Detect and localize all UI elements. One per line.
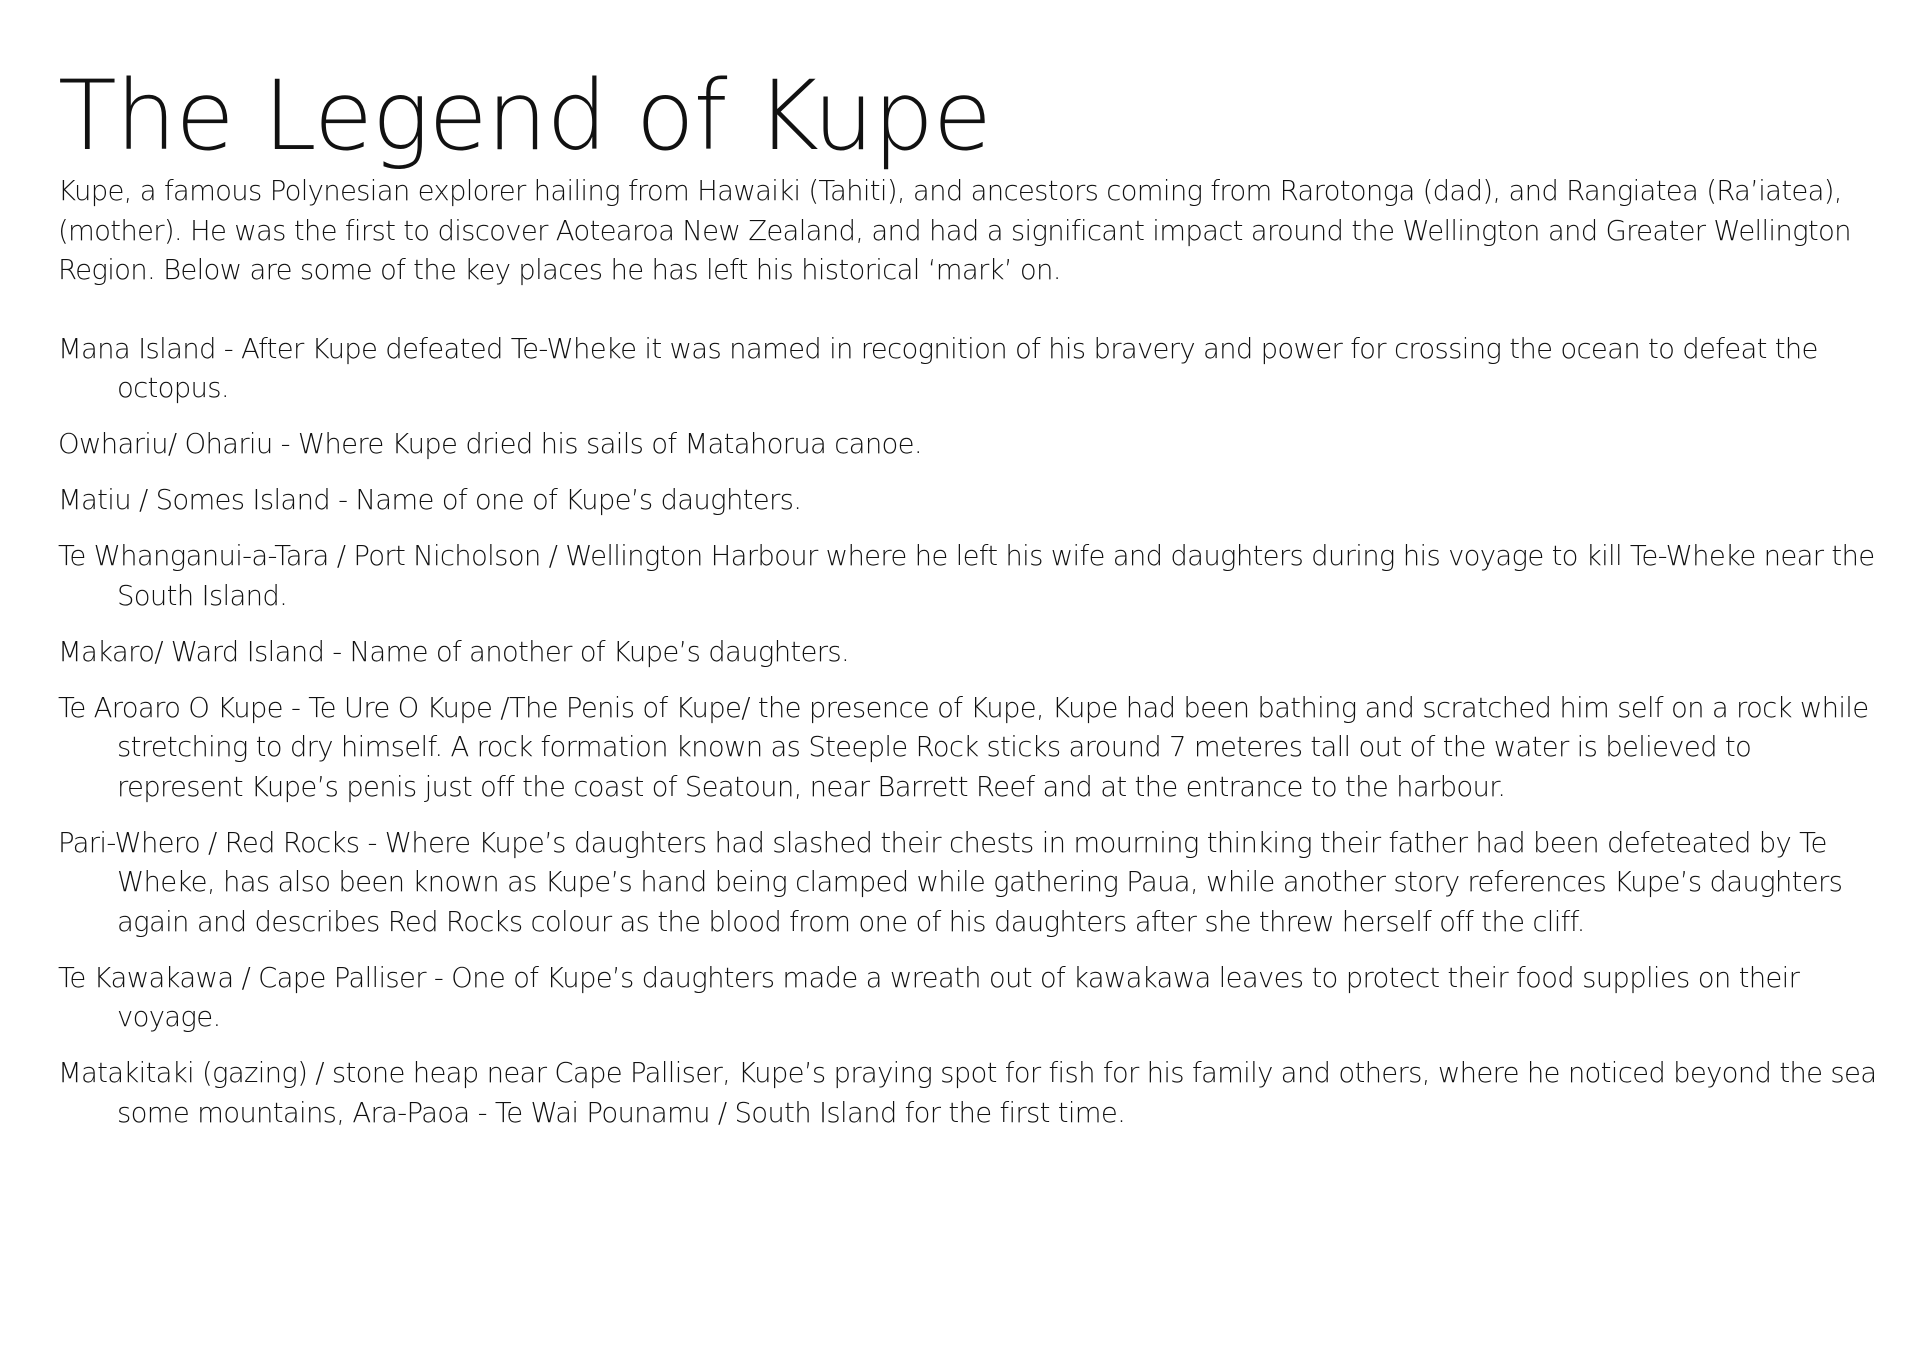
place-te-aroaro-o-kupe: Te Aroaro O Kupe - Te Ure O Kupe /The Penis of Kupe/ the presence of Kupe, Kupe had been bathing and scratched him self on a rock while stretching to dry himself. A rock formation known as Steeple Rock sticks around 7 meteres tall out of the water is believed to represent Kupe’s penis just off the coast of Seatoun, near Barrett Reef and at the entrance to the harbour. [58, 691, 1869, 803]
place-matakitaki: Matakitaki (gazing) / stone heap near Cape Palliser, Kupe’s praying spot for fish for his family and others, where he noticed beyond the sea some mountains, Ara-Paoa - Te Wai Pounamu / South Island for the first time. [58, 1057, 1877, 1129]
place-red-rocks: Pari-Whero / Red Rocks - Where Kupe’s daughters had slashed their chests in mourning thinking their father had been defeteated by Te Wheke, has also been known as Kupe’s hand being clamped while gathering Paua, while another story references Kupe’s daughters again and describes Red Rocks colour as the blood from one of his daughters after she threw herself off the cliff. [58, 826, 1843, 938]
intro-paragraph: Kupe, a famous Polynesian explorer hailing from Hawaiki (Tahiti), and ancestors coming from Rarotonga (dad), and Rangiatea (Ra’iatea), (mother). He was the first to discover Aotearoa New Zealand, and had a significant impact around the Wellington and Greater Wellington Region. Below are some of the key places he has left his historical ‘mark’ on. [58, 175, 1851, 286]
document-page [58, 60, 1878, 1150]
place-cape-palliser: Te Kawakawa / Cape Palliser - One of Kupe’s daughters made a wreath out of kawakawa leaves to protect their food supplies on their voyage. [58, 961, 1800, 1033]
page-title: The Legend of Kupe [58, 60, 991, 172]
place-matiu-somes-island: Matiu / Somes Island - Name of one of Kupe’s daughters. [58, 484, 802, 516]
places-list [58, 330, 1878, 1134]
place-makaro-ward-island: Makaro/ Ward Island - Name of another of Kupe’s daughters. [58, 635, 850, 668]
place-mana-island: Mana Island - After Kupe defeated Te-Wheke it was named in recognition of his bravery and power for crossing the ocean to defeat the octopus. [58, 332, 1818, 404]
place-wellington-harbour: Te Whanganui-a-Tara / Port Nicholson / Wellington Harbour where he left his wife and daughters during his voyage to kill Te-Wheke near the South Island. [58, 540, 1875, 612]
place-ohariu: Owhariu/ Ohariu - Where Kupe dried his sails of Matahorua canoe. [58, 428, 922, 460]
